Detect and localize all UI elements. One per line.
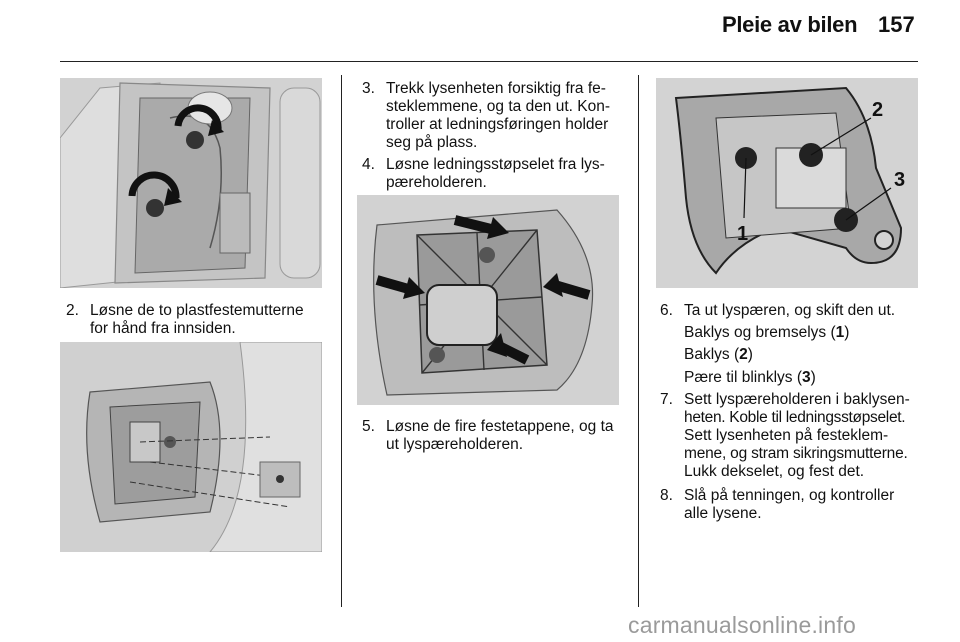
step-text-line: alle lysene. [684, 505, 762, 522]
step-text-line: Ta ut lyspæren, og skift den ut. [684, 302, 896, 319]
bulb-ref-2: 2 [739, 346, 748, 363]
step-number: 4. [362, 156, 375, 173]
step-text-line: steklemmene, og ta den ut. Kon- [386, 98, 611, 115]
page-title: Pleie av bilen [722, 12, 858, 37]
bulb-item-3: Pære til blinklys (3) [684, 369, 816, 386]
column-divider-2 [638, 75, 639, 607]
step-text-line: seg på plass. [386, 134, 478, 151]
step-text-line: for hånd fra innsiden. [90, 320, 236, 337]
step-text-line: heten. Koble til ledningsstøpselet. [684, 409, 906, 426]
step-number: 8. [660, 487, 673, 504]
callout-3: 3 [894, 169, 906, 191]
step-text-line: Løsne ledningsstøpselet fra lys- [386, 156, 605, 173]
figure-taillight-removal [60, 342, 322, 552]
step-number: 3. [362, 80, 375, 97]
figure-taillight-nuts [60, 78, 322, 288]
figure-bulb-holder-tabs [357, 195, 619, 405]
step-text-line: Sett lysenheten på festeklem- [684, 427, 889, 444]
step-text-line: Løsne de to plastfestemutterne [90, 302, 304, 319]
step-text-line: Løsne de fire festetappene, og ta [386, 418, 614, 435]
step-text-line: Lukk dekselet, og fest det. [684, 463, 865, 480]
watermark-link[interactable]: carmanualsonline.info [628, 612, 856, 638]
step-text-line: troller at ledningsføringen holder [386, 116, 609, 133]
step-text-line: mene, og stram sikringsmutterne. [684, 445, 908, 462]
step-number: 5. [362, 418, 375, 435]
step-text-line: Slå på tenningen, og kontroller [684, 487, 895, 504]
step-text-line: pæreholderen. [386, 174, 487, 191]
step-number: 6. [660, 302, 673, 319]
page-number: 157 [878, 12, 915, 37]
figure-bulb-positions [656, 78, 918, 288]
column-divider-1 [341, 75, 342, 607]
step-text-line: ut lyspæreholderen. [386, 436, 523, 453]
callout-2: 2 [872, 99, 884, 121]
step-text-line: Sett lyspæreholderen i baklysen- [684, 391, 910, 408]
step-number: 7. [660, 391, 673, 408]
bulb-item-2: Baklys (2) [684, 346, 753, 363]
step-number: 2. [66, 302, 79, 319]
bulb-ref-1: 1 [835, 324, 845, 341]
callout-1: 1 [737, 223, 749, 245]
header-rule [60, 61, 918, 62]
step-text-line: Trekk lysenheten forsiktig fra fe- [386, 80, 606, 97]
bulb-item-1: Baklys og bremselys (1) [684, 324, 850, 341]
bulb-ref-3: 3 [802, 369, 811, 386]
